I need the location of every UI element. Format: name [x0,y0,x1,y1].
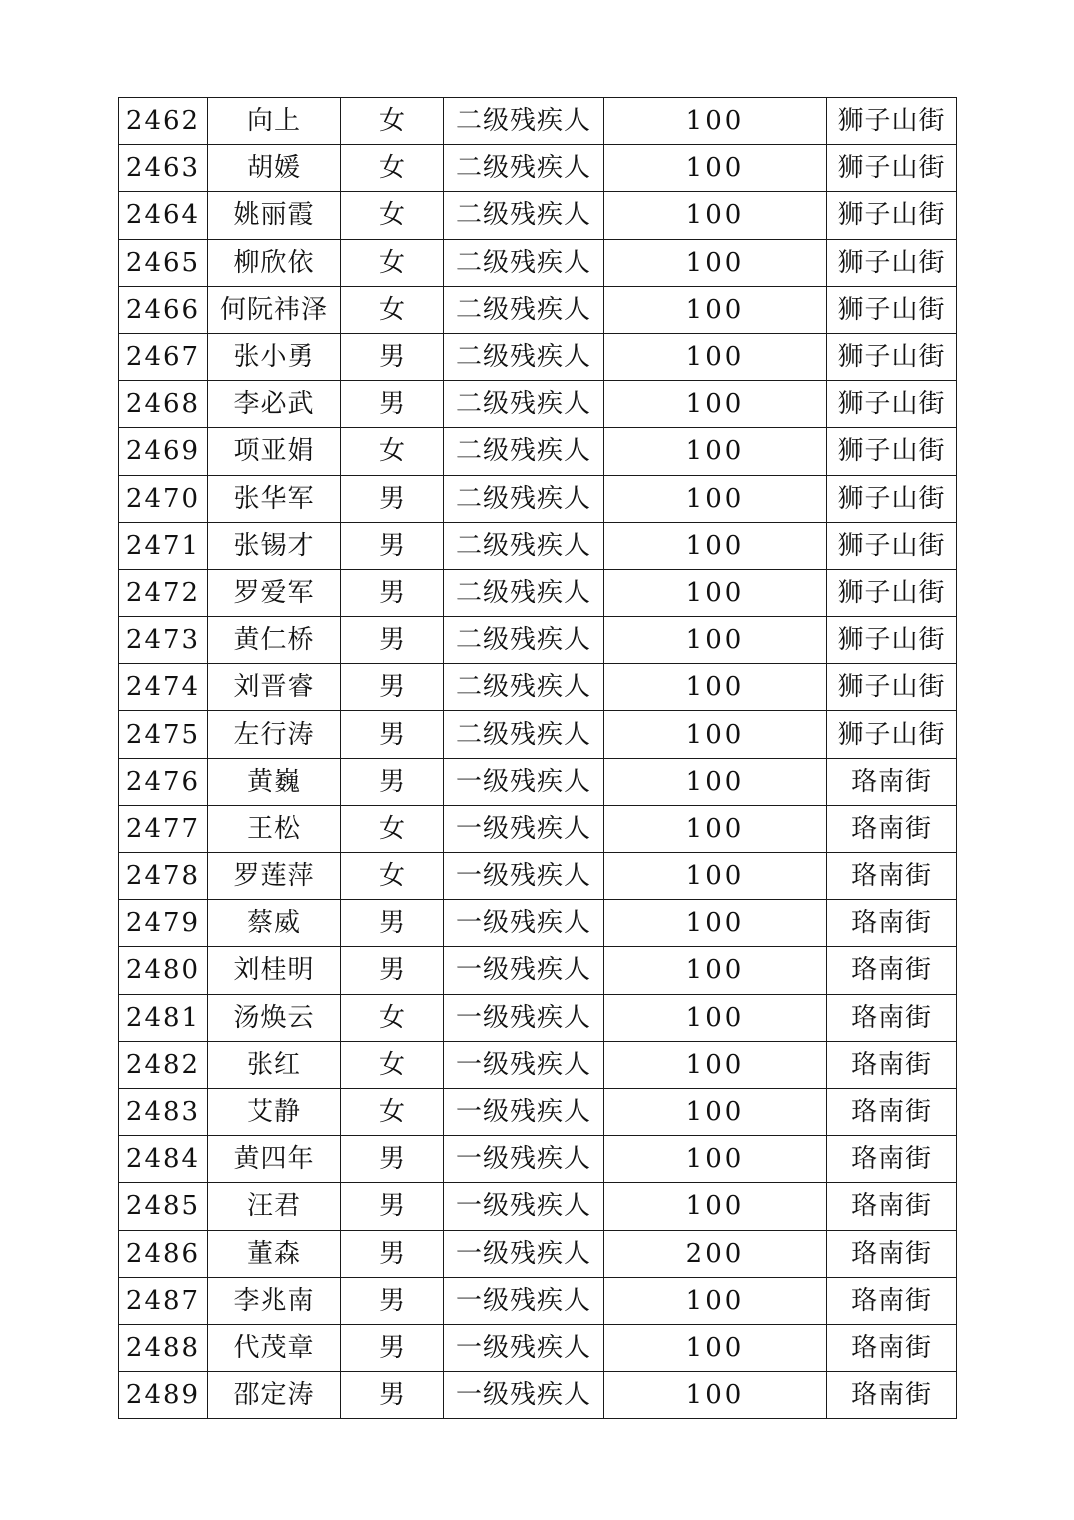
name-cell: 黄巍 [208,758,341,805]
gender-cell: 女 [341,145,444,192]
amount-cell: 100 [604,475,827,522]
street-cell: 珞南街 [827,805,957,852]
serial-number-cell: 2465 [119,239,208,286]
serial-number-cell: 2467 [119,333,208,380]
amount-cell: 100 [604,617,827,664]
amount-cell: 100 [604,428,827,475]
amount-cell: 200 [604,1230,827,1277]
street-cell: 珞南街 [827,994,957,1041]
name-cell: 张华军 [208,475,341,522]
table-row [119,1136,957,1183]
gender-cell: 女 [341,805,444,852]
name-cell: 刘桂明 [208,947,341,994]
gender-cell: 女 [341,853,444,900]
street-cell: 狮子山街 [827,522,957,569]
serial-number-cell: 2473 [119,617,208,664]
street-cell: 狮子山街 [827,381,957,428]
roster-table [118,97,957,1419]
disability-level-cell: 一级残疾人 [444,1088,604,1135]
serial-number-cell: 2475 [119,711,208,758]
street-cell: 珞南街 [827,1277,957,1324]
name-cell: 左行涛 [208,711,341,758]
serial-number-cell: 2485 [119,1183,208,1230]
gender-cell: 男 [341,664,444,711]
table-row [119,664,957,711]
gender-cell: 男 [341,1277,444,1324]
table-row [119,381,957,428]
street-cell: 狮子山街 [827,428,957,475]
serial-number-cell: 2474 [119,664,208,711]
gender-cell: 男 [341,947,444,994]
serial-number-cell: 2468 [119,381,208,428]
table-row [119,428,957,475]
name-cell: 柳欣依 [208,239,341,286]
serial-number-cell: 2471 [119,522,208,569]
street-cell: 珞南街 [827,1088,957,1135]
table-row [119,805,957,852]
disability-level-cell: 一级残疾人 [444,947,604,994]
name-cell: 李兆南 [208,1277,341,1324]
amount-cell: 100 [604,947,827,994]
disability-level-cell: 二级残疾人 [444,145,604,192]
name-cell: 姚丽霞 [208,192,341,239]
amount-cell: 100 [604,900,827,947]
table-row [119,1088,957,1135]
name-cell: 邵定涛 [208,1372,341,1419]
table-row [119,1372,957,1419]
name-cell: 蔡威 [208,900,341,947]
serial-number-cell: 2466 [119,286,208,333]
amount-cell: 100 [604,1372,827,1419]
table-row [119,333,957,380]
name-cell: 黄四年 [208,1136,341,1183]
name-cell: 罗莲萍 [208,853,341,900]
street-cell: 狮子山街 [827,98,957,145]
name-cell: 汤焕云 [208,994,341,1041]
disability-level-cell: 二级残疾人 [444,522,604,569]
disability-level-cell: 一级残疾人 [444,1183,604,1230]
name-cell: 汪君 [208,1183,341,1230]
name-cell: 王松 [208,805,341,852]
table-row [119,1230,957,1277]
name-cell: 张小勇 [208,333,341,380]
amount-cell: 100 [604,1324,827,1371]
serial-number-cell: 2482 [119,1041,208,1088]
gender-cell: 男 [341,333,444,380]
name-cell: 张红 [208,1041,341,1088]
street-cell: 狮子山街 [827,475,957,522]
amount-cell: 100 [604,805,827,852]
gender-cell: 男 [341,758,444,805]
gender-cell: 女 [341,1088,444,1135]
gender-cell: 男 [341,569,444,616]
street-cell: 狮子山街 [827,664,957,711]
amount-cell: 100 [604,853,827,900]
street-cell: 珞南街 [827,758,957,805]
amount-cell: 100 [604,333,827,380]
table-row [119,569,957,616]
table-row [119,758,957,805]
name-cell: 张锡才 [208,522,341,569]
street-cell: 珞南街 [827,1230,957,1277]
name-cell: 何阮祎泽 [208,286,341,333]
disability-level-cell: 一级残疾人 [444,1372,604,1419]
amount-cell: 100 [604,286,827,333]
amount-cell: 100 [604,1183,827,1230]
street-cell: 珞南街 [827,853,957,900]
gender-cell: 女 [341,98,444,145]
table-row [119,994,957,1041]
serial-number-cell: 2463 [119,145,208,192]
serial-number-cell: 2476 [119,758,208,805]
serial-number-cell: 2479 [119,900,208,947]
gender-cell: 女 [341,1041,444,1088]
name-cell: 黄仁桥 [208,617,341,664]
table-row [119,947,957,994]
street-cell: 珞南街 [827,1041,957,1088]
table-row [119,1183,957,1230]
disability-level-cell: 二级残疾人 [444,711,604,758]
street-cell: 狮子山街 [827,569,957,616]
amount-cell: 100 [604,381,827,428]
disability-level-cell: 一级残疾人 [444,1277,604,1324]
gender-cell: 男 [341,1183,444,1230]
gender-cell: 女 [341,286,444,333]
roster-table-body [119,98,957,1419]
table-row [119,853,957,900]
amount-cell: 100 [604,569,827,616]
gender-cell: 男 [341,711,444,758]
serial-number-cell: 2469 [119,428,208,475]
disability-level-cell: 二级残疾人 [444,333,604,380]
table-row [119,286,957,333]
street-cell: 狮子山街 [827,711,957,758]
name-cell: 罗爱军 [208,569,341,616]
gender-cell: 女 [341,428,444,475]
disability-level-cell: 二级残疾人 [444,664,604,711]
table-row [119,239,957,286]
serial-number-cell: 2470 [119,475,208,522]
street-cell: 珞南街 [827,900,957,947]
disability-level-cell: 二级残疾人 [444,428,604,475]
street-cell: 珞南街 [827,1183,957,1230]
table-row [119,711,957,758]
name-cell: 胡媛 [208,145,341,192]
amount-cell: 100 [604,1277,827,1324]
disability-level-cell: 二级残疾人 [444,192,604,239]
serial-number-cell: 2484 [119,1136,208,1183]
serial-number-cell: 2472 [119,569,208,616]
disability-level-cell: 一级残疾人 [444,805,604,852]
street-cell: 狮子山街 [827,286,957,333]
table-row [119,900,957,947]
street-cell: 珞南街 [827,947,957,994]
amount-cell: 100 [604,145,827,192]
name-cell: 向上 [208,98,341,145]
amount-cell: 100 [604,1136,827,1183]
gender-cell: 男 [341,381,444,428]
table-row [119,617,957,664]
disability-level-cell: 一级残疾人 [444,1136,604,1183]
name-cell: 刘晋睿 [208,664,341,711]
amount-cell: 100 [604,1041,827,1088]
street-cell: 珞南街 [827,1372,957,1419]
disability-level-cell: 二级残疾人 [444,569,604,616]
disability-level-cell: 二级残疾人 [444,239,604,286]
gender-cell: 男 [341,1324,444,1371]
serial-number-cell: 2462 [119,98,208,145]
street-cell: 狮子山街 [827,145,957,192]
disability-level-cell: 一级残疾人 [444,900,604,947]
disability-level-cell: 二级残疾人 [444,475,604,522]
serial-number-cell: 2489 [119,1372,208,1419]
serial-number-cell: 2477 [119,805,208,852]
table-row [119,1324,957,1371]
serial-number-cell: 2483 [119,1088,208,1135]
table-row [119,98,957,145]
serial-number-cell: 2481 [119,994,208,1041]
gender-cell: 男 [341,1230,444,1277]
street-cell: 狮子山街 [827,617,957,664]
disability-level-cell: 一级残疾人 [444,1324,604,1371]
disability-level-cell: 二级残疾人 [444,286,604,333]
disability-level-cell: 二级残疾人 [444,381,604,428]
table-row [119,475,957,522]
disability-level-cell: 二级残疾人 [444,98,604,145]
disability-level-cell: 一级残疾人 [444,994,604,1041]
gender-cell: 女 [341,239,444,286]
street-cell: 狮子山街 [827,192,957,239]
table-row [119,1277,957,1324]
amount-cell: 100 [604,758,827,805]
table-row [119,1041,957,1088]
gender-cell: 男 [341,900,444,947]
serial-number-cell: 2487 [119,1277,208,1324]
amount-cell: 100 [604,1088,827,1135]
gender-cell: 男 [341,617,444,664]
name-cell: 项亚娟 [208,428,341,475]
disability-level-cell: 一级残疾人 [444,1230,604,1277]
amount-cell: 100 [604,192,827,239]
gender-cell: 男 [341,475,444,522]
street-cell: 珞南街 [827,1136,957,1183]
gender-cell: 男 [341,522,444,569]
disability-level-cell: 一级残疾人 [444,853,604,900]
serial-number-cell: 2480 [119,947,208,994]
gender-cell: 男 [341,1372,444,1419]
serial-number-cell: 2478 [119,853,208,900]
street-cell: 狮子山街 [827,333,957,380]
street-cell: 珞南街 [827,1324,957,1371]
gender-cell: 男 [341,1136,444,1183]
name-cell: 董森 [208,1230,341,1277]
amount-cell: 100 [604,994,827,1041]
table-row [119,522,957,569]
serial-number-cell: 2488 [119,1324,208,1371]
amount-cell: 100 [604,522,827,569]
serial-number-cell: 2486 [119,1230,208,1277]
amount-cell: 100 [604,664,827,711]
gender-cell: 女 [341,994,444,1041]
name-cell: 李必武 [208,381,341,428]
serial-number-cell: 2464 [119,192,208,239]
name-cell: 艾静 [208,1088,341,1135]
table-row [119,192,957,239]
name-cell: 代茂章 [208,1324,341,1371]
disability-level-cell: 一级残疾人 [444,758,604,805]
table-row [119,145,957,192]
amount-cell: 100 [604,239,827,286]
disability-level-cell: 二级残疾人 [444,617,604,664]
gender-cell: 女 [341,192,444,239]
amount-cell: 100 [604,711,827,758]
street-cell: 狮子山街 [827,239,957,286]
disability-level-cell: 一级残疾人 [444,1041,604,1088]
amount-cell: 100 [604,98,827,145]
